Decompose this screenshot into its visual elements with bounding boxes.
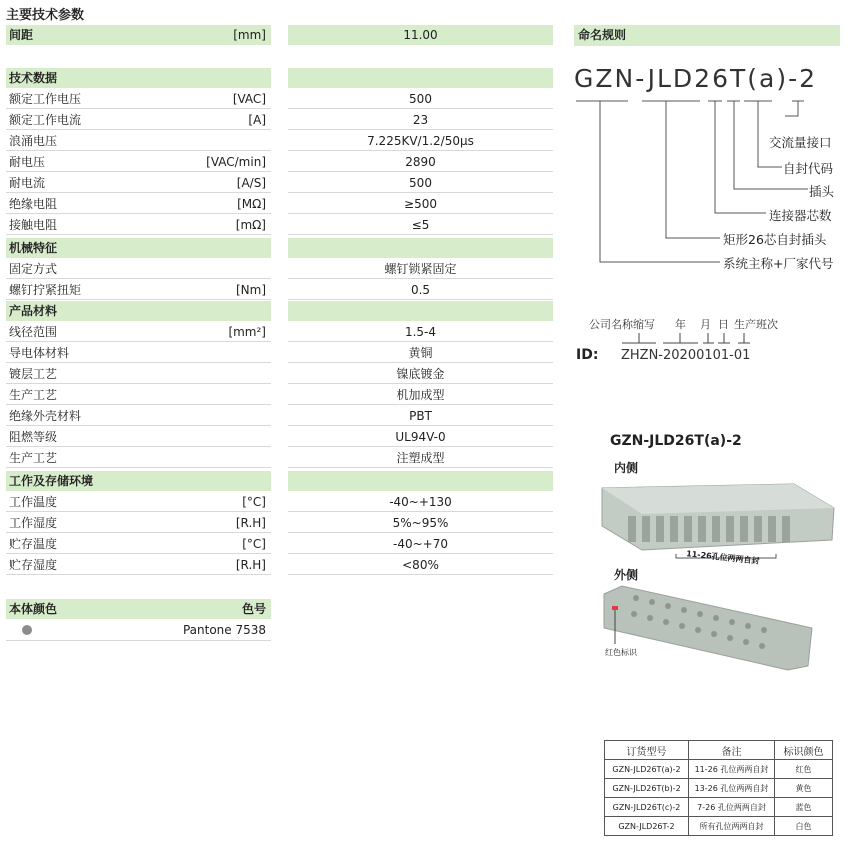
spec-label-text: 贮存湿度: [9, 558, 58, 572]
spec-label: [6, 322, 271, 342]
spec-value: UL94V-0: [288, 427, 553, 447]
order-model: GZN-JLD26T(a)-2: [605, 760, 689, 779]
order-model: GZN-JLD26T(b)-2: [605, 779, 689, 798]
section-spacer: [288, 238, 553, 258]
page-title: 主要技术参数: [6, 8, 85, 23]
order-note: 13-26 孔位两两自封: [689, 779, 775, 798]
spec-label-text: 螺钉拧紧扭矩: [9, 283, 82, 297]
spec-value: 1.5-4: [288, 322, 553, 342]
body-color-title: 本体颜色: [9, 602, 58, 616]
table-row: [6, 322, 553, 343]
spec-label: [6, 364, 271, 384]
spec-label: [6, 534, 271, 554]
spec-label-text: 耐电压: [9, 155, 46, 169]
section-header-mech: [6, 238, 553, 259]
naming-part: 插头: [809, 184, 835, 199]
order-note: 所有孔位两两自封: [689, 817, 775, 836]
spec-value: 11.00: [288, 25, 553, 45]
spec-label: [6, 194, 271, 214]
spec-unit: [R.H]: [235, 558, 266, 572]
table-row: [6, 89, 553, 110]
id-caption: 年: [675, 318, 686, 331]
seal-note: 11-26孔位两两自封: [685, 549, 760, 566]
spec-value: 黄铜: [288, 343, 553, 363]
order-table-header: [605, 741, 833, 760]
order-color: 黄色: [775, 779, 833, 798]
spec-label-text: 浪涌电压: [9, 134, 58, 148]
color-code-title: 色号: [241, 602, 266, 616]
table-row: [605, 798, 833, 817]
spec-unit: [mm]: [233, 28, 266, 42]
spec-value: -40~+70: [288, 534, 553, 554]
table-row: [605, 760, 833, 779]
table-row: [6, 364, 553, 385]
spec-label: [6, 555, 271, 575]
naming-part: 连接器芯数: [769, 208, 832, 223]
section-title: 产品材料: [6, 301, 271, 321]
table-row: [6, 513, 553, 534]
spec-unit: [°C]: [242, 495, 266, 509]
spec-label: [6, 215, 271, 235]
spec-label-text: 间距: [9, 28, 34, 42]
id-caption: 日: [718, 318, 729, 331]
spec-unit: [A]: [248, 113, 266, 127]
spec-label-text: 线径范围: [9, 325, 58, 339]
spec-value: 5%~95%: [288, 513, 553, 533]
spec-row-pitch: [6, 25, 553, 46]
table-row: [6, 194, 553, 215]
spec-unit: [Nm]: [235, 283, 266, 297]
spec-value: ≥500: [288, 194, 553, 214]
spec-label: [6, 25, 271, 45]
order-color: 蓝色: [775, 798, 833, 817]
color-code: Pantone 7538: [182, 623, 266, 637]
spec-value: ≤5: [288, 215, 553, 235]
order-model: GZN-JLD26T-2: [605, 817, 689, 836]
order-note: 7-26 孔位两两自封: [689, 798, 775, 817]
spec-value: 7.225KV/1.2/50μs: [288, 131, 553, 151]
id-brackets: [618, 331, 758, 347]
table-row: [6, 259, 553, 280]
order-color: 红色: [775, 760, 833, 779]
naming-part: 系统主称+厂家代号: [723, 256, 834, 271]
spec-value: 0.5: [288, 280, 553, 300]
naming-model: GZN-JLD26T(a)-2: [574, 64, 818, 93]
id-caption: 生产班次: [734, 318, 778, 331]
spec-label: [6, 513, 271, 533]
spec-label-text: 耐电流: [9, 176, 46, 190]
section-header-env: [6, 471, 553, 492]
spec-label: [6, 152, 271, 172]
naming-header: 命名规则: [574, 25, 840, 46]
spec-value: 23: [288, 110, 553, 130]
color-swatch: [22, 625, 32, 635]
spec-value: 注塑成型: [288, 448, 553, 468]
section-title: 技术数据: [6, 68, 271, 88]
order-model: GZN-JLD26T(c)-2: [605, 798, 689, 817]
spec-unit: [mm²]: [228, 325, 266, 339]
table-row: [6, 280, 553, 301]
spec-label: [6, 280, 271, 300]
table-row: [6, 152, 553, 173]
order-note: 11-26 孔位两两自封: [689, 760, 775, 779]
table-row: [6, 427, 553, 448]
naming-part: 自封代码: [783, 161, 834, 176]
col-header: 订货型号: [605, 741, 689, 760]
table-row: [6, 215, 553, 236]
naming-part: 矩形26芯自封插头: [723, 232, 827, 247]
red-mark-label: 红色标识: [605, 648, 637, 657]
spec-value: 螺钉锁紧固定: [288, 259, 553, 279]
table-row: [6, 555, 553, 576]
table-row: [605, 817, 833, 836]
spec-label-text: 额定工作电流: [9, 113, 82, 127]
spec-label: [6, 131, 271, 151]
spec-label: [6, 448, 271, 468]
spec-label: [6, 492, 271, 512]
table-row: [6, 131, 553, 152]
spec-label-text: 固定方式: [9, 262, 58, 276]
spec-value: 2890: [288, 152, 553, 172]
spec-label: [6, 89, 271, 109]
order-table: [604, 740, 833, 836]
spec-label: [6, 427, 271, 447]
section-title: 机械特征: [6, 238, 271, 258]
spec-value: PBT: [288, 406, 553, 426]
spec-label: [6, 259, 271, 279]
spec-label-text: 绝缘电阻: [9, 197, 58, 211]
section-header-material: [6, 301, 553, 322]
spec-unit: [°C]: [242, 537, 266, 551]
naming-part: 交流量接口: [769, 135, 832, 150]
col-header: 标识颜色: [775, 741, 833, 760]
table-row: [6, 448, 553, 469]
spec-label-text: 贮存温度: [9, 537, 58, 551]
spec-label-text: 镀层工艺: [9, 367, 58, 381]
table-row: [6, 173, 553, 194]
body-color-row: [6, 620, 271, 641]
spec-label-text: 工作湿度: [9, 516, 58, 530]
spec-unit: [VAC]: [232, 92, 266, 106]
spec-unit: [A/S]: [236, 176, 266, 190]
id-label: ID:: [576, 347, 599, 363]
table-row: [605, 779, 833, 798]
spec-value: 机加成型: [288, 385, 553, 405]
table-row: [6, 534, 553, 555]
spec-label-text: 阻燃等级: [9, 430, 58, 444]
spec-label: [6, 406, 271, 426]
spec-label-text: 生产工艺: [9, 451, 58, 465]
inner-side-label: 内侧: [614, 461, 639, 475]
col-header: 备注: [689, 741, 775, 760]
section-spacer: [288, 471, 553, 491]
table-row: [6, 492, 553, 513]
spec-label-text: 接触电阻: [9, 218, 58, 232]
spec-label: [6, 173, 271, 193]
spec-unit: [R.H]: [235, 516, 266, 530]
product-model: GZN-JLD26T(a)-2: [610, 433, 742, 449]
spec-unit: [mΩ]: [235, 218, 266, 232]
naming-diagram: [570, 95, 850, 275]
spec-value: 镍底镀金: [288, 364, 553, 384]
table-row: [6, 385, 553, 406]
table-row: [6, 110, 553, 131]
order-color: 白色: [775, 817, 833, 836]
body-color-header: [6, 599, 271, 619]
spec-value: 500: [288, 173, 553, 193]
id-value: ZHZN-20200101-01: [621, 348, 751, 363]
id-caption: 月: [700, 318, 711, 331]
spec-label: [6, 343, 271, 363]
connector-outer-image: [598, 584, 828, 674]
section-header-tech: [6, 68, 553, 89]
spec-unit: [MΩ]: [237, 197, 266, 211]
spec-label-text: 生产工艺: [9, 388, 58, 402]
section-spacer: [288, 301, 553, 321]
table-row: [6, 406, 553, 427]
table-row: [6, 343, 553, 364]
id-caption: 公司名称缩写: [589, 318, 655, 331]
spec-label-text: 额定工作电压: [9, 92, 82, 106]
spec-label: [6, 385, 271, 405]
spec-value: <80%: [288, 555, 553, 575]
section-spacer: [288, 68, 553, 88]
spec-label: [6, 110, 271, 130]
spec-label-text: 绝缘外壳材料: [9, 409, 82, 423]
spec-value: -40~+130: [288, 492, 553, 512]
outer-side-label: 外侧: [614, 568, 639, 582]
spec-unit: [VAC/min]: [206, 155, 266, 169]
spec-value: 500: [288, 89, 553, 109]
section-title: 工作及存储环境: [6, 471, 271, 491]
spec-label-text: 导电体材料: [9, 346, 70, 360]
spec-label-text: 工作温度: [9, 495, 58, 509]
